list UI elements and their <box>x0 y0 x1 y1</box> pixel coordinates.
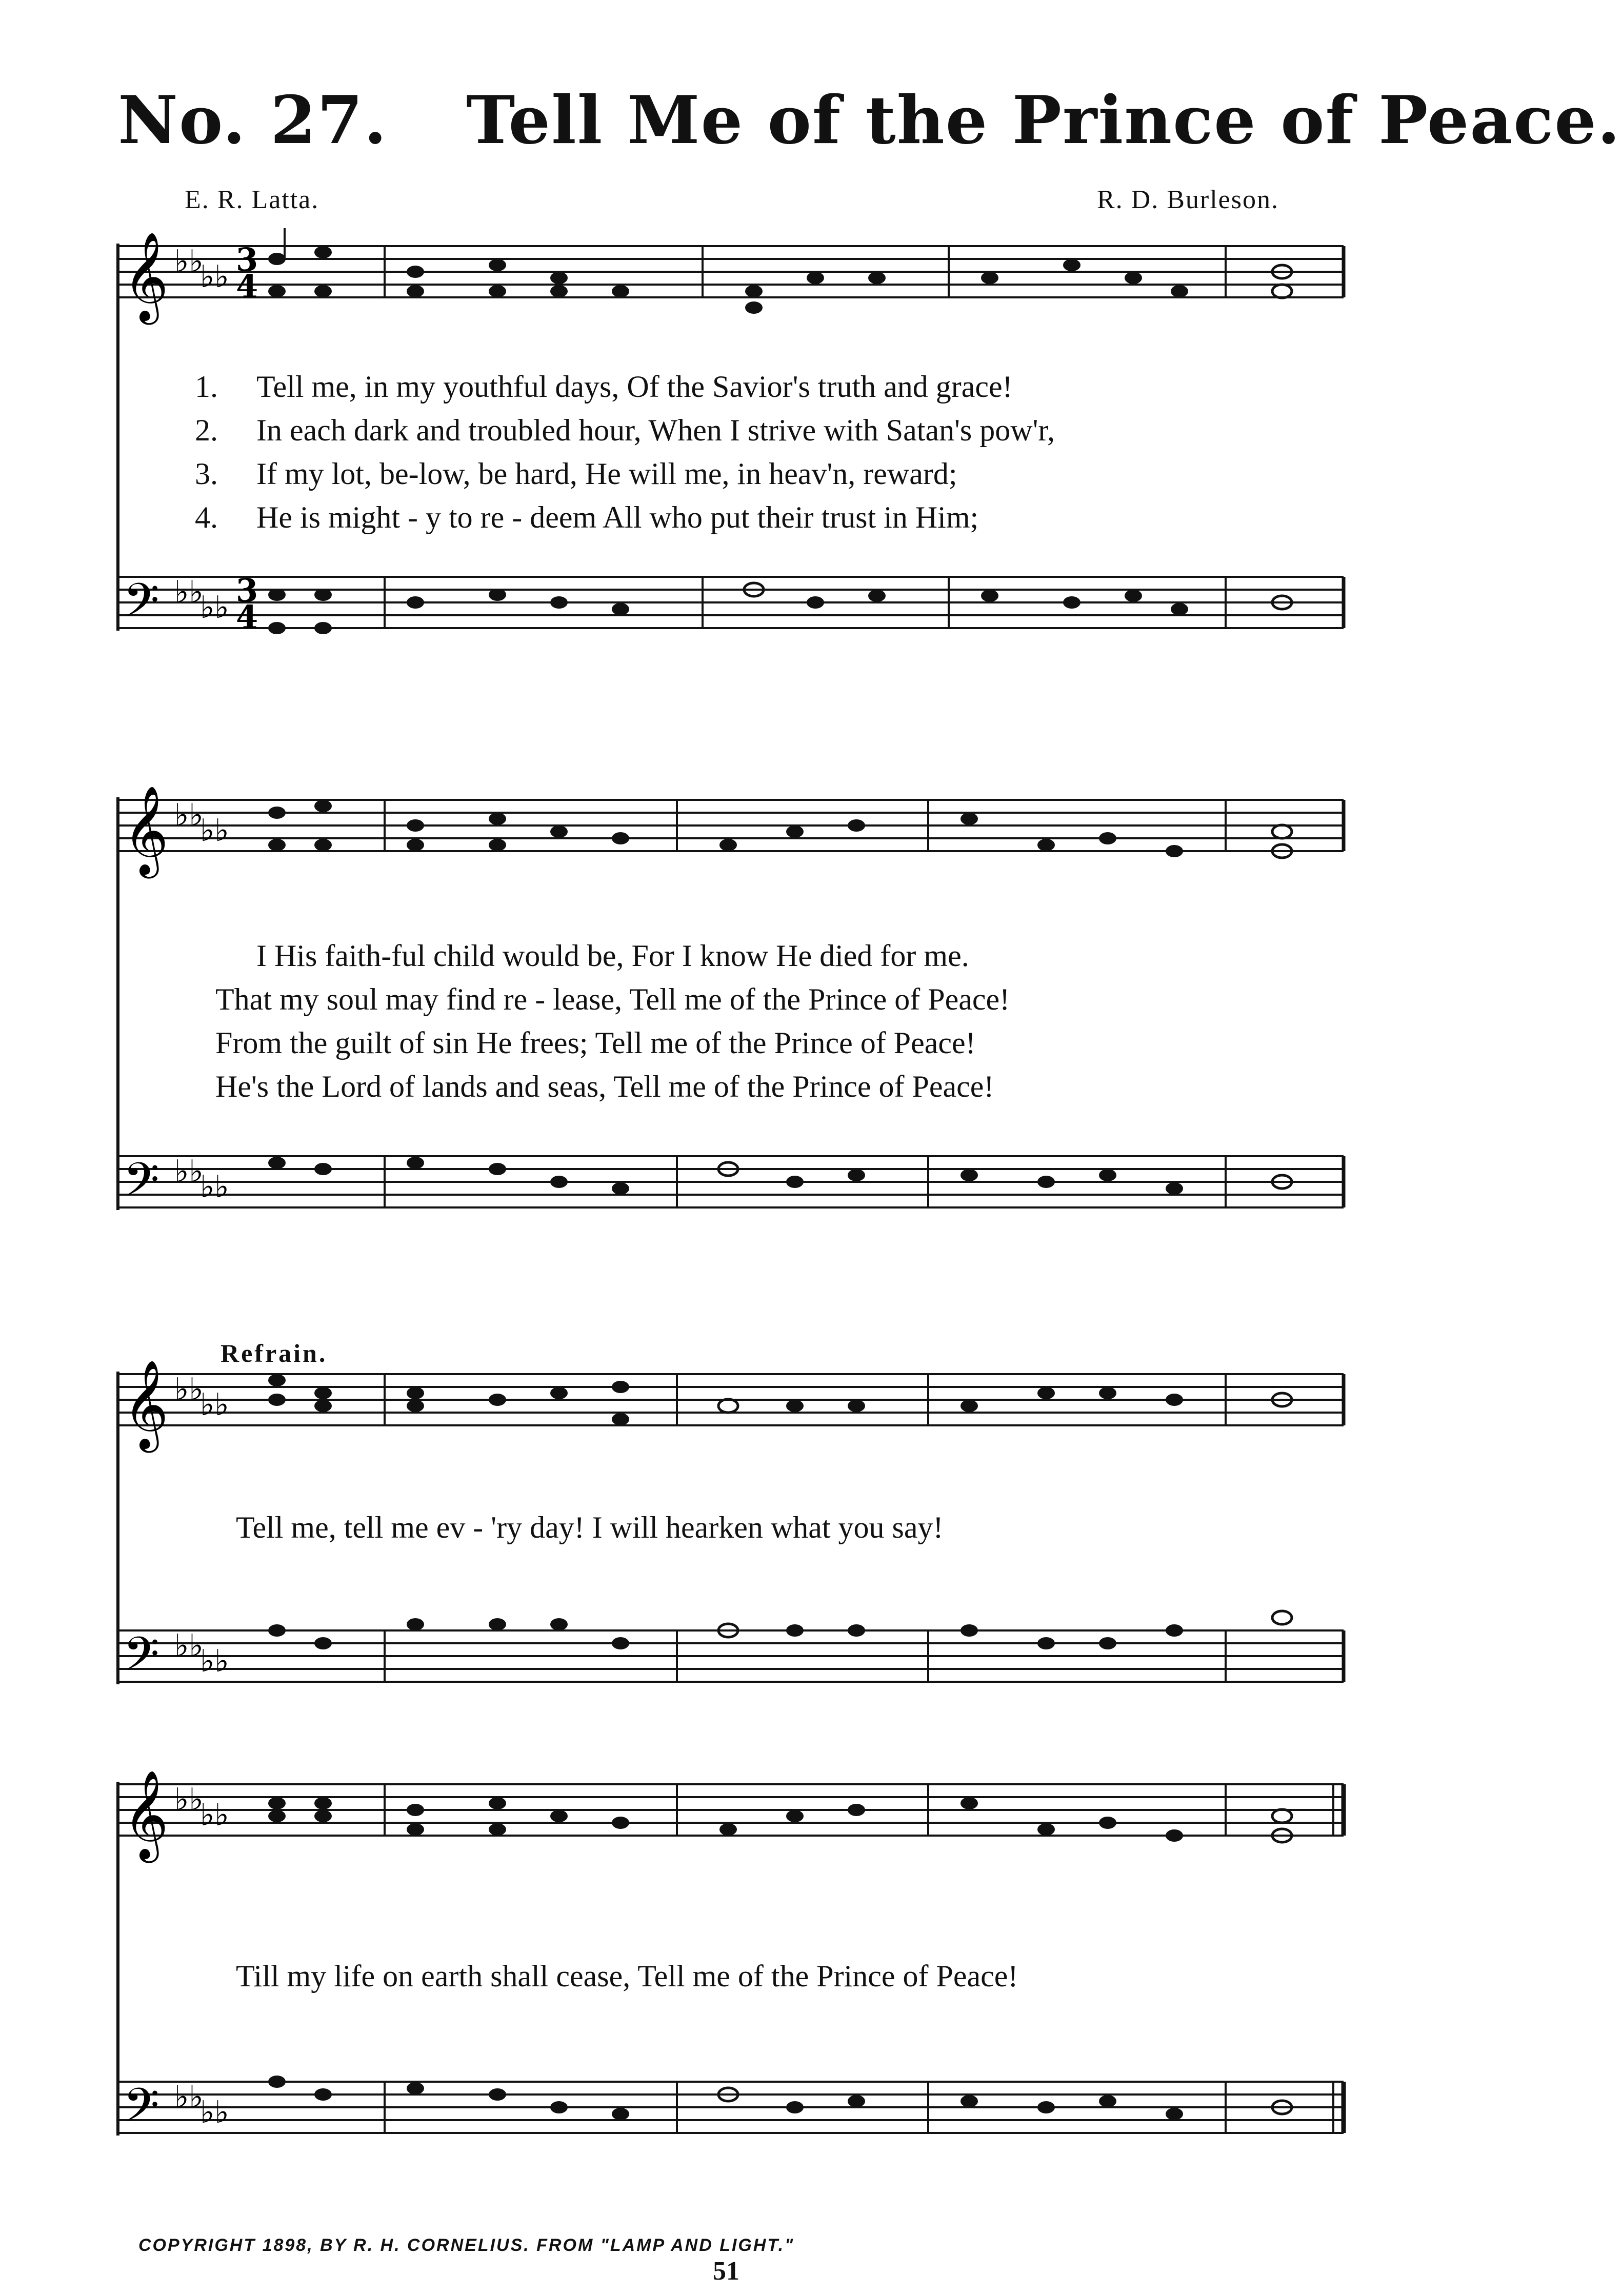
flat-icon: ♭♭ <box>200 1169 229 1205</box>
svg-text:4: 4 <box>236 268 258 305</box>
flat-icon: ♭♭ <box>200 590 229 626</box>
verse-3-line-1 <box>195 456 957 492</box>
verse-2-line-1 <box>195 413 1055 448</box>
flat-icon: ♭♭ <box>174 244 204 279</box>
refrain-line-2: Till my life on earth shall cease, Tell me of the Prince of Peace! <box>236 1959 1018 1993</box>
system-1 <box>108 215 1359 728</box>
flat-icon: ♭♭ <box>200 813 229 849</box>
system-3 <box>108 1343 1359 1733</box>
flat-icon: ♭♭ <box>200 2094 229 2130</box>
copyright-notice: COPYRIGHT 1898, BY R. H. CORNELIUS. FROM "LAMP AND LIGHT." <box>138 2235 795 2255</box>
lyric-text: Tell me, in my youthful days, Of the Savior's truth and grace! <box>256 370 1013 404</box>
verse-2-line-2: That my soul may find re - lease, Tell me of the Prince of Peace! <box>215 982 1010 1016</box>
treble-clef-icon: 𝄞 <box>123 786 169 875</box>
verse-number: 2. <box>195 413 218 447</box>
hymn-title-text: Tell Me of the Prince of Peace. <box>466 82 1621 159</box>
verse-number: 1. <box>195 370 218 404</box>
svg-text:3: 3 <box>236 572 258 609</box>
svg-text:4: 4 <box>236 598 258 636</box>
flat-icon: ♭♭ <box>200 1643 229 1679</box>
system-4 <box>108 1754 1359 2194</box>
treble-clef-icon: 𝄞 <box>123 232 169 321</box>
flat-icon: ♭♭ <box>174 1372 204 1407</box>
flat-icon: ♭♭ <box>174 1628 204 1664</box>
verse-4-line-1 <box>195 500 978 535</box>
bass-clef-icon: 𝄢 <box>123 1627 159 1693</box>
treble-clef-icon: 𝄞 <box>123 1360 169 1449</box>
flat-icon: ♭♭ <box>174 1782 204 1818</box>
bass-clef-icon: 𝄢 <box>123 2078 159 2144</box>
lyric-text: If my lot, be-low, be hard, He will me, in heav'n, reward; <box>256 457 957 491</box>
refrain-line-1: Tell me, tell me ev - 'ry day! I will hearken what you say! <box>236 1510 944 1544</box>
verse-1-line-2: I His faith-ful child would be, For I know He died for me. <box>256 939 969 973</box>
flat-icon: ♭♭ <box>174 1154 204 1190</box>
verse-1-line-1 <box>195 369 1013 405</box>
treble-clef-icon: 𝄞 <box>123 1770 169 1859</box>
composer-credit: R. D. Burleson. <box>1097 185 1279 214</box>
verse-number: 3. <box>195 457 218 491</box>
svg-text:3: 3 <box>236 241 258 278</box>
flat-icon: ♭♭ <box>200 259 229 295</box>
flat-icon: ♭♭ <box>174 2079 204 2115</box>
lyric-text: In each dark and troubled hour, When I strive with Satan's pow'r, <box>256 413 1055 447</box>
page-number: 51 <box>713 2257 739 2286</box>
flat-icon: ♭♭ <box>200 1387 229 1423</box>
flat-icon: ♭♭ <box>174 574 204 610</box>
bass-clef-icon: 𝄢 <box>123 573 159 639</box>
system-2 <box>108 769 1359 1282</box>
hymn-number: No. 27. <box>118 82 388 159</box>
lyric-text: He is might - y to re - deem All who put their trust in Him; <box>256 500 979 534</box>
verse-4-line-2: He's the Lord of lands and seas, Tell me of the Prince of Peace! <box>215 1070 994 1103</box>
flat-icon: ♭♭ <box>200 1797 229 1833</box>
bass-clef-icon: 𝄢 <box>123 1153 159 1218</box>
hymn-title <box>118 82 1621 159</box>
verse-number: 4. <box>195 500 218 534</box>
refrain-label: Refrain. <box>221 1339 328 1367</box>
flat-icon: ♭♭ <box>174 797 204 833</box>
lyricist-credit: E. R. Latta. <box>185 185 319 214</box>
verse-3-line-2: From the guilt of sin He frees; Tell me of the Prince of Peace! <box>215 1026 976 1060</box>
